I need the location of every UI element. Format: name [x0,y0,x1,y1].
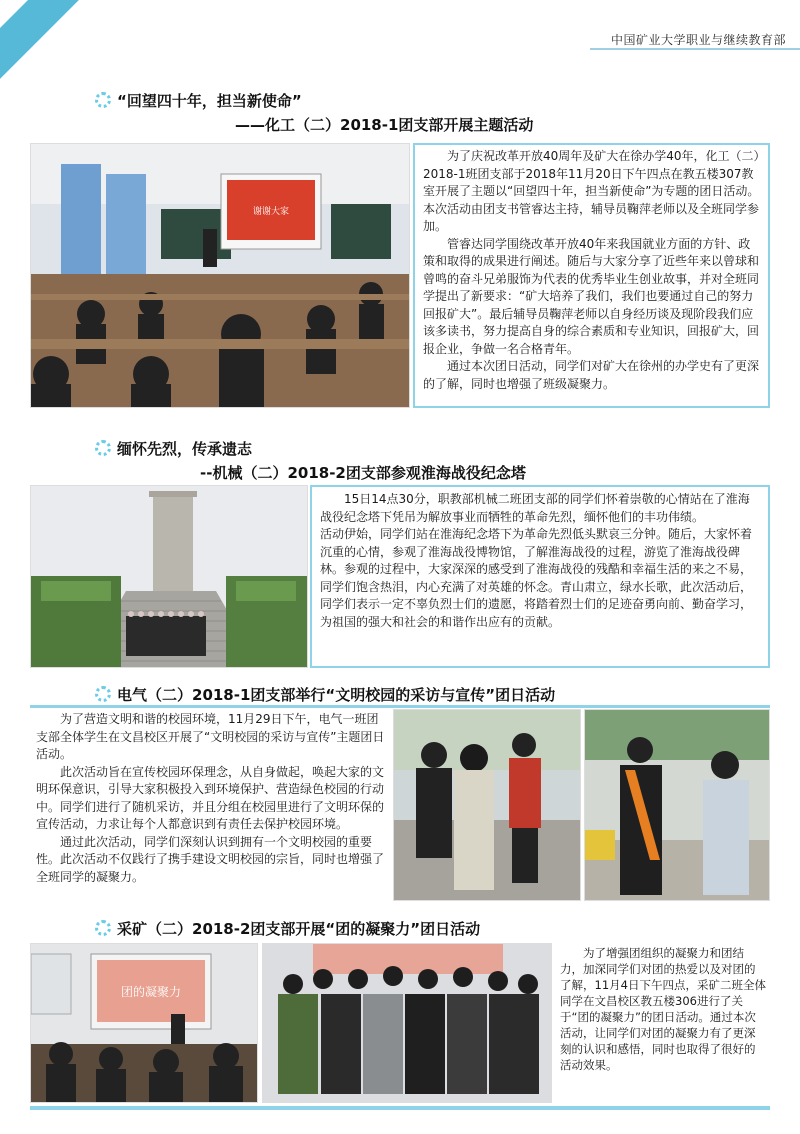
section3-paragraph: 为了营造文明和谐的校园环境，11月29日下午，电气一班团支部全体学生在文昌校区开展了“文明校园的采访与宣传”主题团日活动。 [36,712,385,761]
projector-text: 团的凝聚力 [120,985,182,999]
section1-paragraph: 管睿达同学围绕改革开放40年来我国就业方面的方针、政策和取得的成果进行阐述。随后与大家分享了近些年来以曾球和曾鸣的奋斗兄弟服饰为代表的优秀毕业生创业故事，并对全班同学提出了新要求：“矿大培养了我们，我们也要通过自己的努力回报矿大”。最后辅导员鞠萍老师以自身经历谈及现阶段我们应该多读书，努力提高自身的综合素质和专业知识，回报矿大，回报企业，争做一名合格青年。 [423,236,760,356]
section2-title-text: 缅怀先烈，传承遗志 [117,440,253,458]
section4-paragraph: 为了增强团组织的凝聚力和团结力，加深同学们对团的热爱以及对团的了解，11月4日下午四点，采矿二班全体同学在文昌校区教五楼306进行了关于“团的凝聚力”的团日活动。通过本次活动，让同学们对团的凝聚力有了更深刻的认识和感悟，同时也取得了很好的活动效果。 [560,946,766,1072]
section3-photo-1 [393,709,581,901]
gear-icon [95,686,111,702]
section1-title [95,90,302,111]
section2-paragraph: 15日14点30分，职教部机械二班团支部的同学们怀着崇敬的心情站在了淮海战役纪念塔下凭吊为解放事业而牺牲的革命先烈，缅怀他们的丰功伟绩。 [320,492,750,524]
section3-rule [30,705,770,708]
section2-paragraph: 活动伊始，同学们站在淮海纪念塔下为革命先烈低头默哀三分钟。随后，大家怀着沉重的心情，参观了淮海战役博物馆，了解淮海战役的过程，游览了淮海战役碑林。参观的过程中，大家深深的感受到了淮海战役的残酷和幸福生活的来之不易，同学们饱含热泪，内心充满了对英雄的怀念。青山肃立，绿水长歌，此次活动后，同学们表示一定不辜负烈士们的遗愿，将踏着烈士们的足迹奋勇向前、勤奋学习，为祖国的强大和社会的和谐作出应有的贡献。 [320,527,753,629]
section2-text [310,485,770,668]
section4-title [95,918,480,939]
section3-paragraph: 此次活动旨在宣传校园环保理念，从自身做起，唤起大家的文明环保意识，引导大家积极投入到环境保护、营造绿色校园的行动中。同学们进行了随机采访，并且分组在校园里进行了文明环保的宣传活动，力求让每个人都意识到有责任去保护校园环境。 [36,764,385,831]
gear-icon [95,920,111,936]
section3-photo-2 [584,709,770,901]
org-name: 中国矿业大学职业与继续教育部 [610,33,786,47]
interview-photo [585,710,770,901]
section3-text [30,709,392,901]
section4-photo-2 [262,943,552,1103]
interview-photo [394,710,581,901]
gear-icon [95,92,111,108]
classroom-photo [31,144,410,408]
section1-text [413,143,770,408]
section4-rule [30,1106,770,1110]
lecture-photo [31,944,258,1103]
section1-title-text: “回望四十年，担当新使命” [117,92,302,110]
page-header [0,0,800,52]
section2-title [95,438,252,459]
section3-paragraph: 通过此次活动，同学们深刻认识到拥有一个文明校园的重要性。此次活动不仅践行了携手建设文明校园的宗旨，同时也增强了全班同学的凝聚力。 [36,834,385,884]
section4-photo-1 [30,943,258,1103]
section3-title-text: 电气（二）2018-1团支部举行“文明校园的采访与宣传”团日活动 [117,686,556,704]
gear-icon [95,440,111,456]
section4-text [556,943,770,1103]
section1-paragraph: 为了庆祝改革开放40周年及矿大在徐办学40年，化工（二）2018-1班团支部于2018年11月20日下午四点在教五楼307教室开展了主题以“回望四十年，担当新使命”为专题的团日活动。本次活动由团支书管睿达主持，辅导员鞠萍老师以及全班同学参加。 [423,149,760,233]
header-rule [590,48,800,50]
section2-subtitle: --机械（二）2018-2团支部参观淮海战役纪念塔 [200,464,526,482]
monument-photo [31,486,308,668]
group-photo [263,944,552,1103]
section1-photo [30,143,410,408]
section4-title-text: 采矿（二）2018-2团支部开展“团的凝聚力”团日活动 [117,920,481,938]
corner-ribbon-label: 团建天地 [9,49,78,118]
section2-photo [30,485,308,668]
section1-paragraph: 通过本次团日活动，同学们对矿大在徐州的办学史有了更深的了解，同时也增强了班级凝聚力。 [423,359,760,391]
projector-text: 谢谢大家 [252,207,290,217]
section1-subtitle: ——化工（二）2018-1团支部开展主题活动 [235,116,534,134]
section3-title [95,684,555,705]
